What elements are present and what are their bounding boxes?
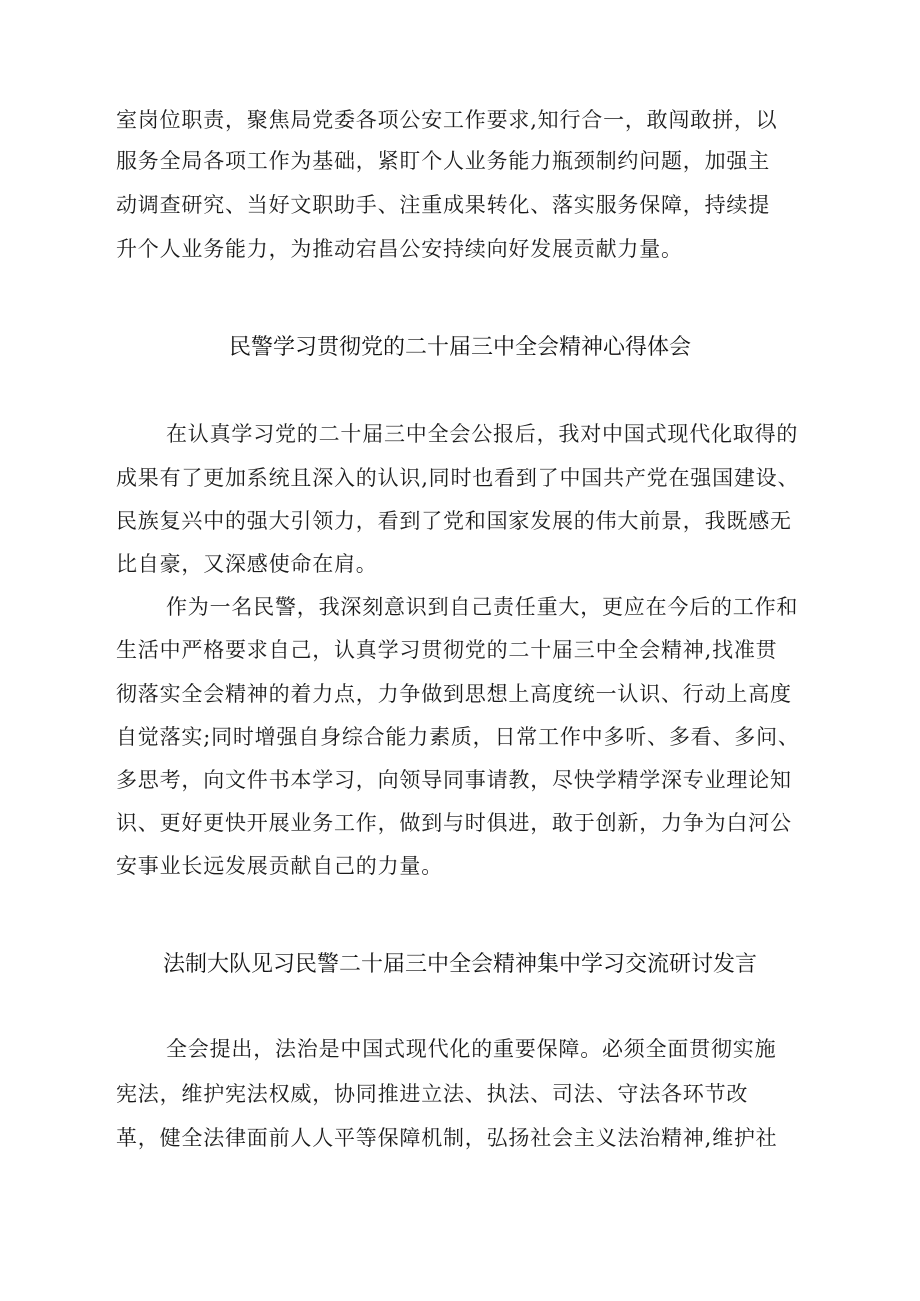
body-text-line: 自觉落实;同时增强自身综合能力素质，日常工作中多听、多看、多问、	[116, 725, 800, 749]
body-text-line: 服务全局各项工作为基础，紧盯个人业务能力瓶颈制约问题，加强主	[116, 149, 770, 173]
section-title: 法制大队见习民警二十届三中全会精神集中学习交流研讨发言	[162, 952, 757, 977]
body-text-line: 彻落实全会精神的着力点，力争做到思想上高度统一认识、行动上高度	[116, 682, 792, 706]
body-text-line: 生活中严格要求自己，认真学习贯彻党的二十届三中全会精神,找准贯	[116, 638, 778, 662]
body-text-line: 识、更好更快开展业务工作，做到与时俱进，敢于创新，力争为白河公	[116, 811, 792, 835]
body-text-line: 比自豪，又深感使命在肩。	[116, 552, 378, 576]
body-text-line: 革，健全法律面前人人平等保障机制，弘扬社会主义法治精神,维护社	[116, 1126, 778, 1150]
body-text-line: 升个人业务能力，为推动宕昌公安持续向好发展贡献力量。	[116, 237, 683, 261]
body-text-line: 作为一名民警，我深刻意识到自己责任重大，更应在今后的工作和	[166, 595, 799, 619]
body-text-line: 成果有了更加系统且深入的认识,同时也看到了中国共产党在强国建设、	[116, 466, 800, 490]
body-text-line: 多思考，向文件书本学习，向领导同事请教，尽快学精学深专业理论知	[116, 768, 792, 792]
body-text-line: 室岗位职责，聚焦局党委各项公安工作要求,知行合一，敢闯敢拼，以	[116, 108, 778, 132]
body-text-line: 安事业长远发展贡献自己的力量。	[116, 854, 443, 878]
body-text-line: 宪法，维护宪法权威，协同推进立法、执法、司法、守法各环节改	[116, 1082, 749, 1106]
section-title: 民警学习贯彻党的二十届三中全会精神心得体会	[228, 335, 691, 360]
body-text-line: 全会提出，法治是中国式现代化的重要保障。必须全面贯彻实施	[166, 1037, 777, 1061]
body-text-line: 民族复兴中的强大引领力，看到了党和国家发展的伟大前景，我既感无	[116, 509, 792, 533]
body-text-line: 在认真学习党的二十届三中全会公报后，我对中国式现代化取得的	[166, 422, 799, 446]
body-text-line: 动调查研究、当好文职助手、注重成果转化、落实服务保障，持续提	[116, 193, 770, 217]
